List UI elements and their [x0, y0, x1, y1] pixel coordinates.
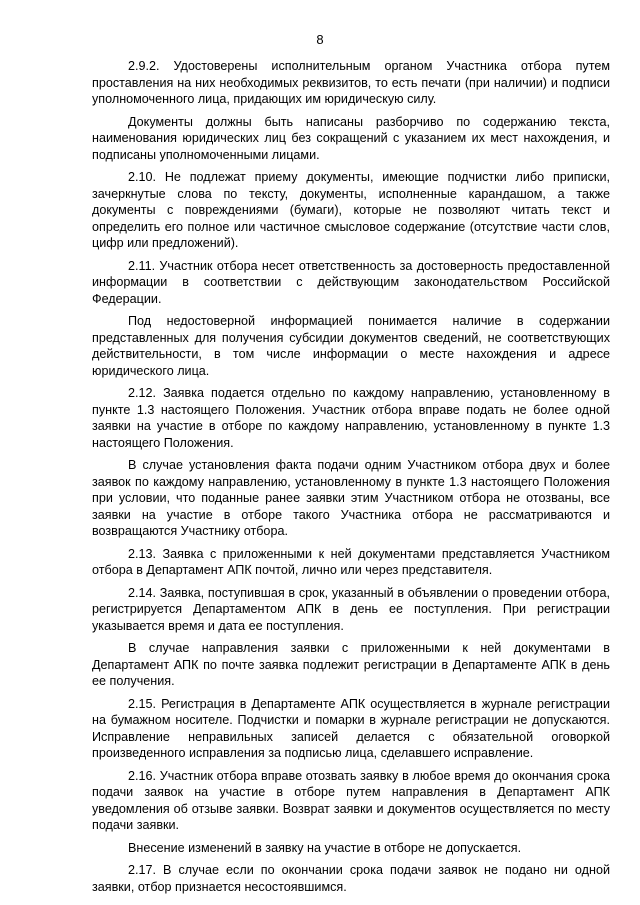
- paragraph-2-12: 2.12. Заявка подается отдельно по каждому направлению, установленному в пункте 1.3 настоящего Положения. Участник отбора вправе подать не более одной заявки на участие в отборе по каждому направлению, установленному в пункте 1.3 настоящего Положения.: [92, 386, 610, 450]
- paragraph-mail-registration: В случае направления заявки с приложенными к ней документами в Департамент АПК по почте заявка подлежит регистрации в Департаменте АПК в день ее получения.: [92, 641, 610, 688]
- paragraph-2-14: 2.14. Заявка, поступившая в срок, указанный в объявлении о проведении отбора, регистрируется Департаментом АПК в день ее поступления. При регистрации указывается время и дата ее поступления.: [92, 585, 610, 633]
- paragraph-multiple-applications: В случае установления факта подачи одним Участником отбора двух и более заявок по каждому направлению, установленному в пункте 1.3 настоящего Положения при условии, что поданные ранее заявки этим Участником отбора не отозваны, все заявки на участие в отборе такого Участника отбора не рассматриваются и возвращаются Участнику отбора.: [92, 458, 610, 538]
- paragraph-false-information: Под недостоверной информацией понимается наличие в содержании представленных для получения субсидии документов сведений, не соответствующих действительности, в том числе информации о месте нахождения и адресе юридического лица.: [92, 314, 610, 378]
- paragraph-2-17: 2.17. В случае если по окончании срока подачи заявок не подано ни одной заявки, отбор признается несостоявшимся.: [92, 863, 610, 894]
- page-number: 8: [316, 32, 324, 47]
- paragraph-2-10: 2.10. Не подлежат приему документы, имеющие подчистки либо приписки, зачеркнутые слова по тексту, документы, исполненные карандашом, а также документы с повреждениями (бумаги), которые не позволяют читать текст и определить его полное или частичное смысловое содержание (отсутствие части слов, цифр или предложений).: [92, 170, 610, 250]
- paragraph-no-changes: Внесение изменений в заявку на участие в отборе не допускается.: [128, 840, 522, 855]
- paragraph-2-11: 2.11. Участник отбора несет ответственность за достоверность предоставленной информации в соответствии с действующим законодательством Российской Федерации.: [92, 258, 610, 306]
- paragraph-documents-requirements: Документы должны быть написаны разборчиво по содержанию текста, наименования юридических лиц без сокращений с указанием их мест нахождения, и подписаны уполномоченными лицами.: [92, 114, 610, 162]
- document-body: [92, 58, 610, 901]
- paragraph-2-15: 2.15. Регистрация в Департаменте АПК осуществляется в журнале регистрации на бумажном носителе. Подчистки и помарки в журнале регистрации не допускаются. Исправление неправильных записей делается с обязательной оговоркой произведенного исправления за подписью лица, сделавшего исправление.: [92, 696, 610, 760]
- paragraph-2-9-2: 2.9.2. Удостоверены исполнительным органом Участника отбора путем проставления на них необходимых реквизитов, то есть печати (при наличии) и подписи уполномоченного лица, придающих им юридическую силу.: [92, 59, 610, 106]
- paragraph-2-13: 2.13. Заявка с приложенными к ней документами представляется Участником отбора в Департамент АПК почтой, лично или через представителя.: [92, 546, 610, 577]
- paragraph-2-16: 2.16. Участник отбора вправе отозвать заявку в любое время до окончания срока подачи заявок на участие в отборе путем направления в Департамент АПК уведомления об отзыве заявки. Возврат заявки и документов осуществляется по месту подачи заявки.: [92, 768, 610, 832]
